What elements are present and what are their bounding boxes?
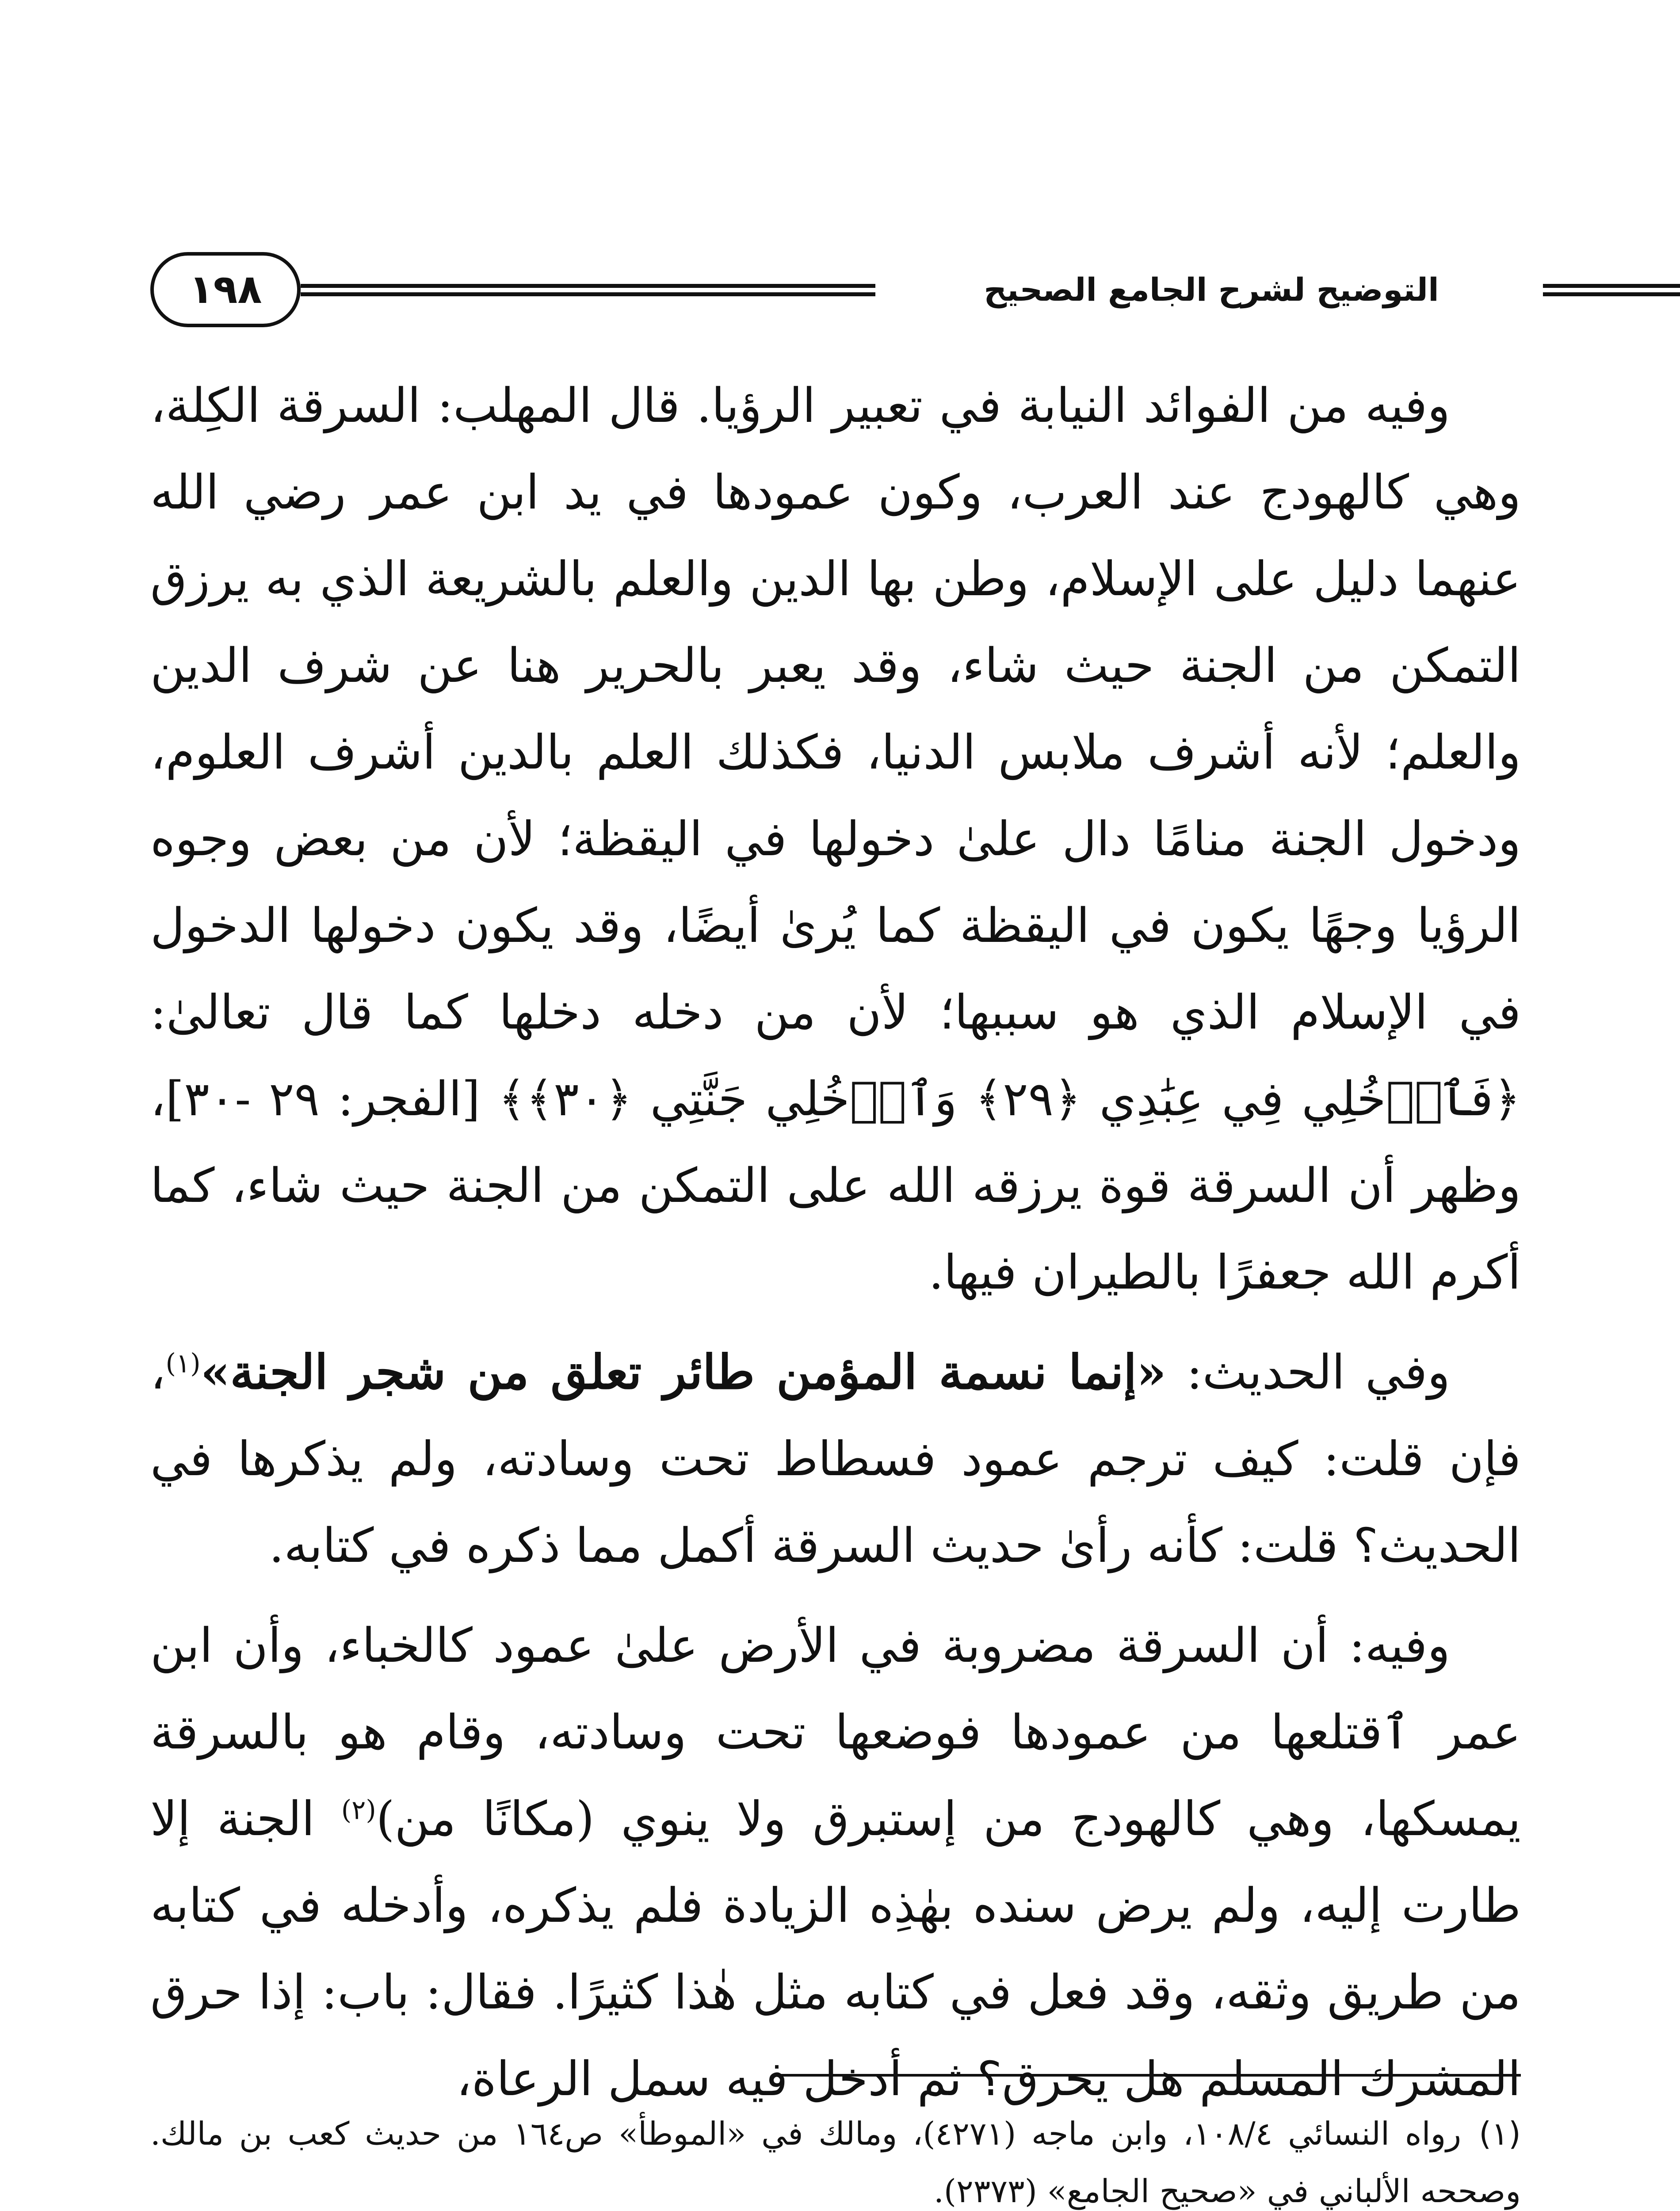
page-number: ١٩٨ (150, 252, 301, 327)
paragraph-1-text-b: [الفجر: ٢٩ -٣٠]، وظهر أن السرقة قوة يرزقه الله على التمكن من الجنة حيث شاء، كما أكرم الله جعفرًا بالطيران فيها. (150, 1072, 1521, 1300)
main-text (150, 363, 1521, 2136)
page-header (150, 252, 1521, 336)
running-title: التوضيح لشرح الجامع الصحيح (984, 271, 1439, 308)
footnote-1-text: رواه النسائي ١٠٨/٤، وابن ماجه (٤٢٧١)، ومالك في «الموطأ» ص١٦٤ من حديث كعب بن مالك. وصححه الألباني في «صحيح الجامع» (٢٣٧٣). (150, 2115, 1521, 2210)
footnote-1-number: (١) (1479, 2115, 1521, 2152)
paragraph-2 (150, 1329, 1521, 1589)
paragraph-2-text-a: وفي الحديث: (1166, 1345, 1450, 1400)
paragraph-3-text-a: وفيه: أن السرقة مضروبة في الأرض علىٰ عمود كالخباء، وأن ابن عمر ٱقتلعها من عمودها فوضعها تحت وسادته، وقام هو بالسرقة يمسكها، وهي كالهودج من إستبرق ولا ينوي (مكانًا من) (150, 1618, 1521, 1847)
paragraph-3-text-b: الجنة إلا طارت إليه، ولم يرض سنده بهٰذِه الزيادة فلم يذكره، وأدخله في كتابه من طريق وثقه، وقد فعل في كتابه مثل هٰذا كثيرًا. فقال: باب: إذا حرق المشرك المسلم هل يحرق؟ ثم أدخل فيه سمل الرعاة، (150, 1792, 1521, 2107)
header-rule-left (301, 284, 875, 296)
footnote-divider (774, 2074, 1521, 2077)
footnote-ref-1[interactable]: (١) (165, 1348, 201, 1379)
paragraph-2-text-b: ، فإن قلت: كيف ترجم عمود فسطاط تحت وسادته، ولم يذكرها في الحديث؟ قلت: كأنه رأىٰ حديث السرقة أكمل مما ذكره في كتابه. (150, 1345, 1521, 1573)
footnote-1 (150, 2105, 1521, 2211)
footnote-ref-2[interactable]: (٢) (341, 1794, 376, 1826)
quran-verse: ﴿فَٱدۡخُلِي فِي عِبَٰدِي ﴿٢٩﴾ وَٱدۡخُلِي جَنَّتِي ﴿٣٠﴾﴾ (498, 1072, 1521, 1127)
paragraph-1-text-a: وفيه من الفوائد النيابة في تعبير الرؤيا. قال المهلب: السرقة الكِلة، وهي كالهودج عند العرب، وكون عمودها في يد ابن عمر رضي الله عنهما دليل على الإسلام، وطن بها الدين والعلم بالشريعة الذي به يرزق التمكن من الجنة حيث شاء، وقد يعبر بالحرير هنا عن شرف الدين والعلم؛ لأنه أشرف ملابس الدنيا، فكذلك العلم بالدين أشرف العلوم، ودخول الجنة منامًا دال علىٰ دخولها في اليقظة؛ لأن من بعض وجوه الرؤيا وجهًا يكون في اليقظة كما يُرىٰ أيضًا، وقد يكون دخولها الدخول في الإسلام الذي هو سببها؛ لأن من دخله دخلها كما قال تعالىٰ: (150, 379, 1521, 1040)
header-rule-right (1543, 284, 1680, 296)
hadith-quote: «إنما نسمة المؤمن طائر تعلق من شجر الجنة» (200, 1345, 1166, 1400)
paragraph-1 (150, 363, 1521, 1316)
footnotes (150, 2105, 1521, 2211)
paragraph-3 (150, 1603, 1521, 2123)
